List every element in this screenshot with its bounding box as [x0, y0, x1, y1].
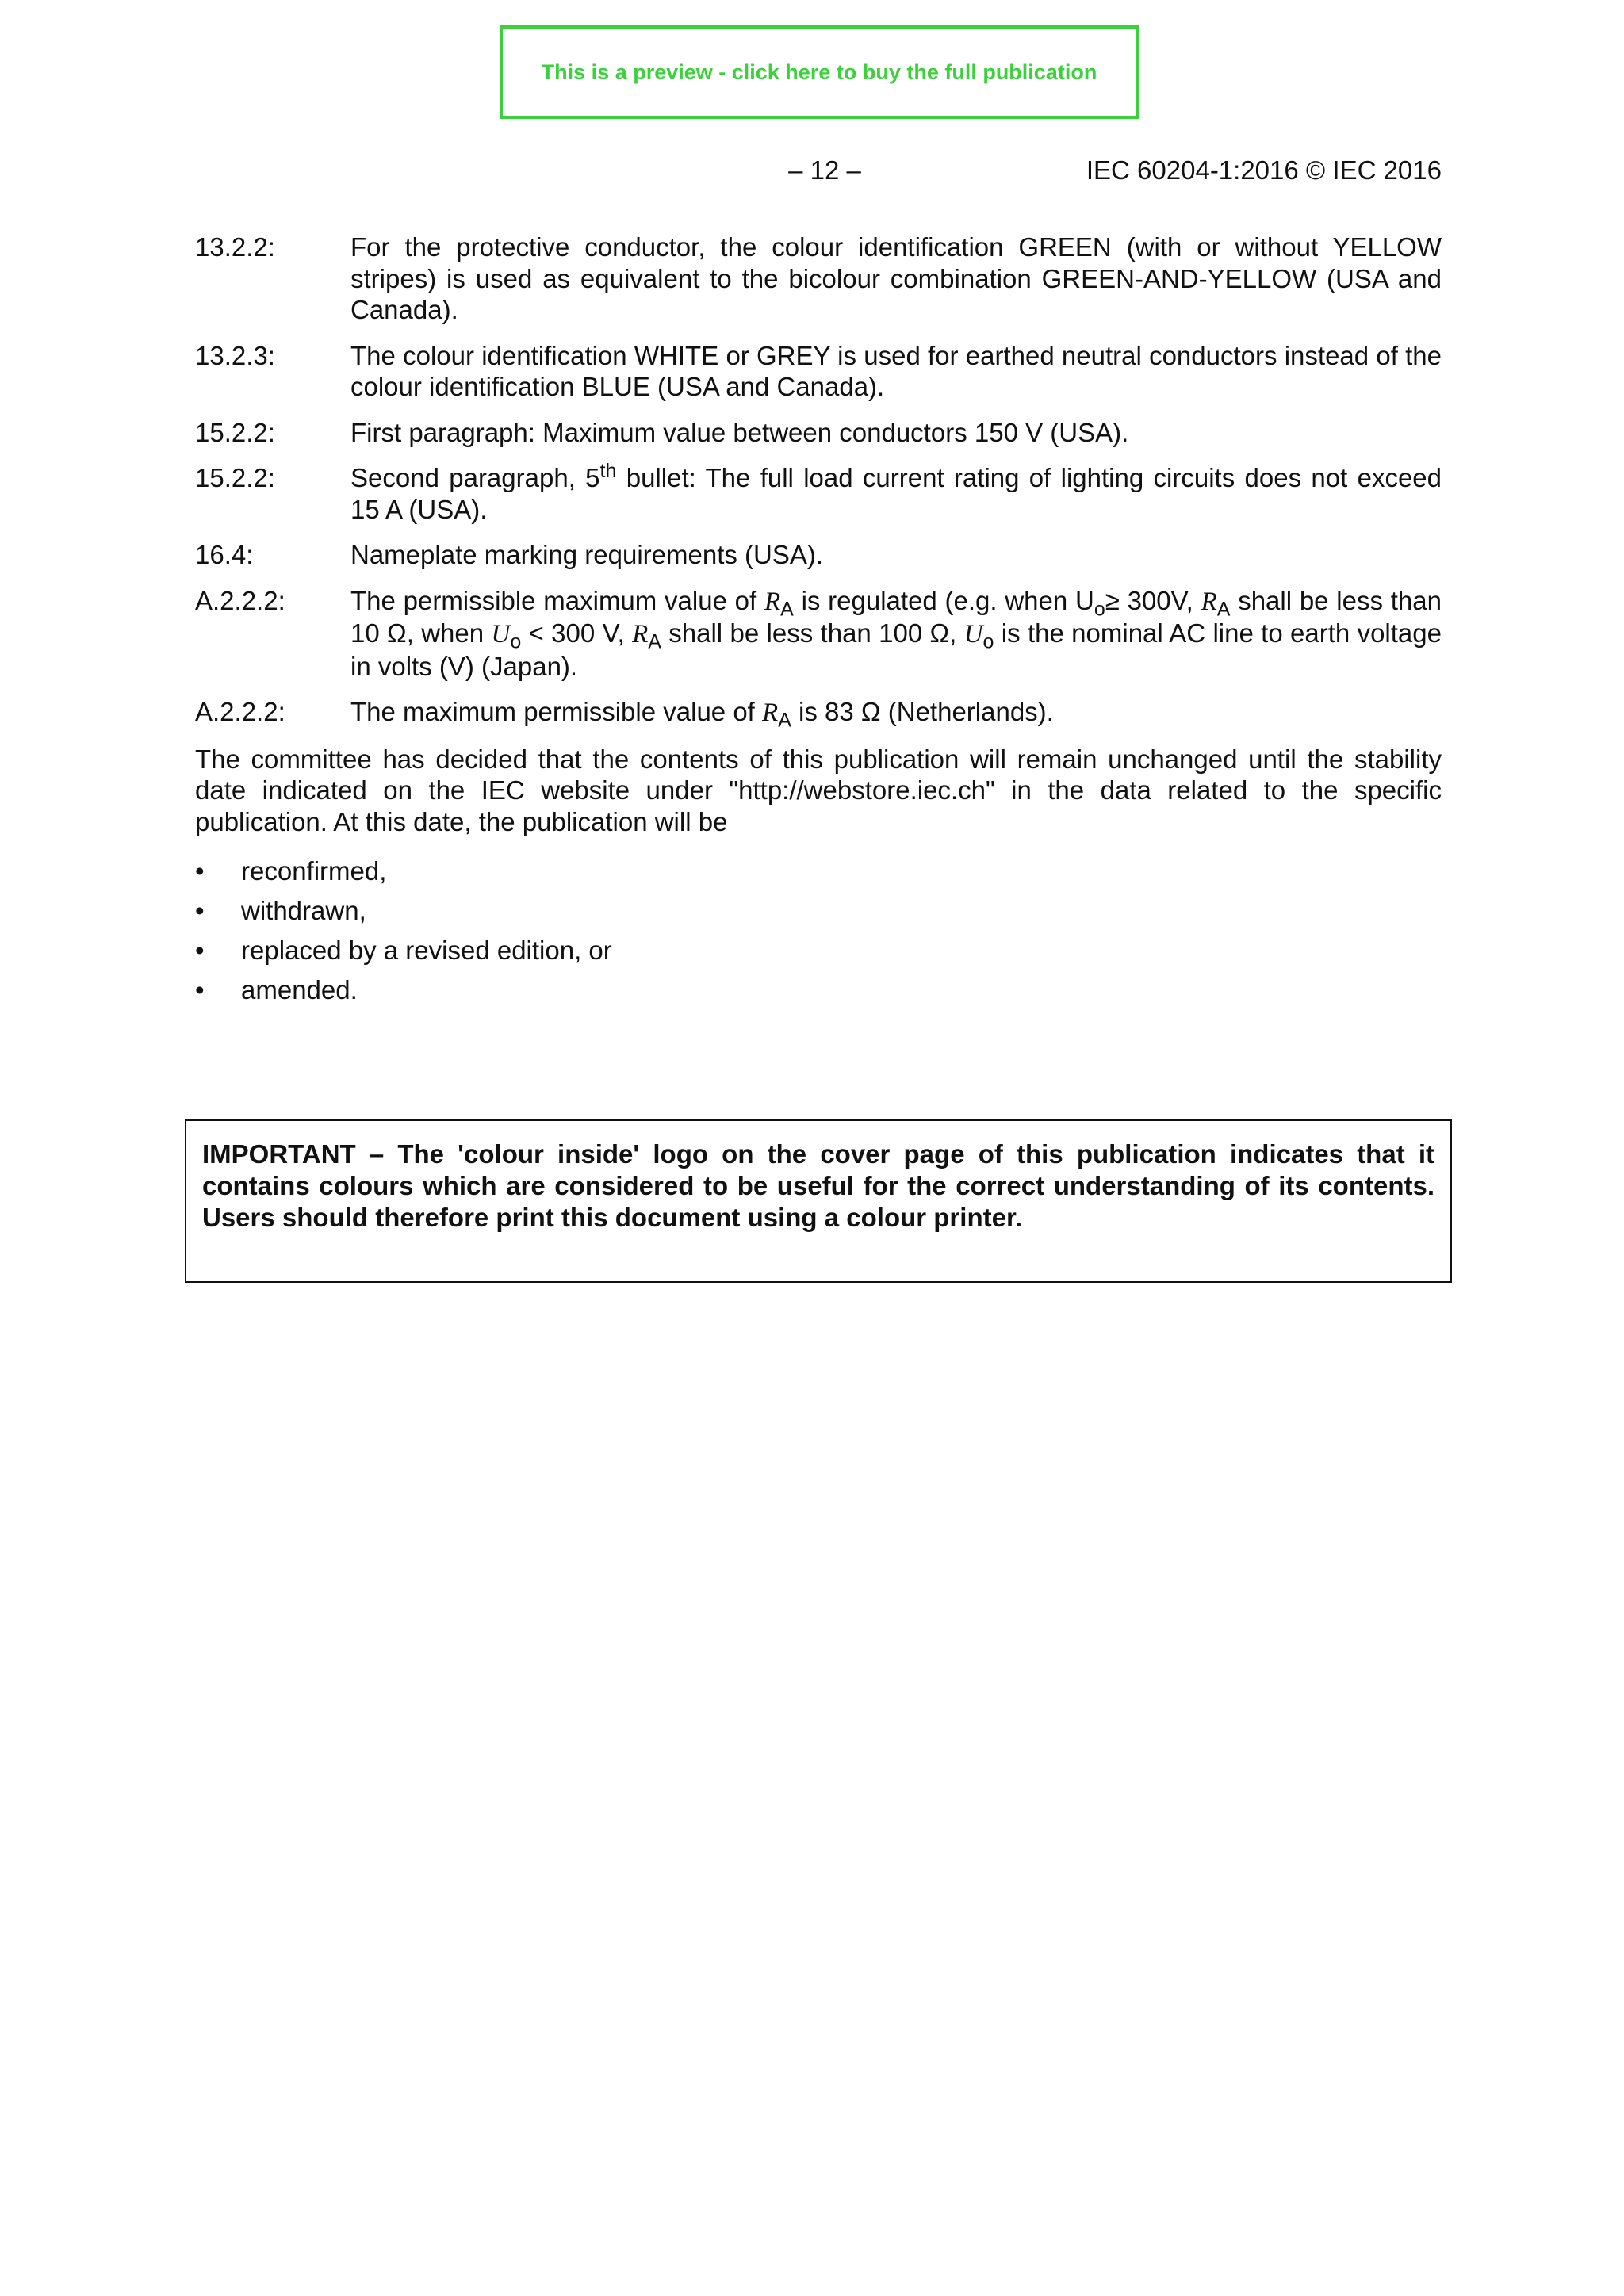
- deviation-text: Nameplate marking requirements (USA).: [350, 540, 824, 569]
- page-content: [195, 232, 1442, 1010]
- deviation-item: [195, 585, 1442, 683]
- deviation-text: For the protective conductor, the colour identification GREEN (with or without YELLOW stripes) is used as equivalent to the bicolour combination GREEN-AND-YELLOW (USA and Canada).: [350, 232, 1442, 324]
- list-item: • reconfirmed,: [195, 856, 387, 886]
- buy-full-publication-link[interactable]: [500, 25, 1139, 119]
- list-item: • replaced by a revised edition, or: [195, 936, 612, 966]
- bullet-icon: •: [195, 936, 205, 966]
- deviation-item: [195, 417, 1442, 449]
- deviation-text: Second paragraph, 5th bullet: The full load current rating of lighting circuits does not exceed 15 A (USA).: [350, 460, 1442, 524]
- stability-paragraph: The committee has decided that the contents of this publication will remain unchanged until the stability date indicated on the IEC website under "http://webstore.iec.ch" in the data related to the specific publication. At this date, the publication will be: [195, 744, 1442, 836]
- deviation-item: [195, 696, 1442, 732]
- deviation-text: The colour identification WHITE or GREY is used for earthed neutral conductors instead of the colour identification BLUE (USA and Canada).: [350, 340, 1442, 401]
- bullet-icon: •: [195, 896, 205, 926]
- deviation-item: [195, 539, 1442, 571]
- page-number: – 12 –: [788, 155, 861, 185]
- deviation-item: [195, 232, 1442, 326]
- preview-banner-label: This is a preview - click here to buy the full publication: [541, 59, 1097, 84]
- document-reference: IEC 60204-1:2016 © IEC 2016: [1086, 155, 1442, 185]
- clause-number: 13.2.2:: [195, 232, 275, 262]
- deviation-text: The permissible maximum value of $R_A$ is regulated (e.g. when $U_o\ge 300V$, $R_A$ shall be less than 10 Ω, when $U_o < 300$ V, $R_A$ shall be less than 100 Ω, $U_o$ is the nominal AC line to earth voltage in volts (V) (Japan).: [350, 585, 1442, 681]
- outcome-list: [195, 851, 1442, 1010]
- clause-number: 13.2.3:: [195, 340, 275, 370]
- clause-number: A.2.2.2:: [195, 585, 285, 615]
- deviation-text: First paragraph: Maximum value between conductors 150 V (USA).: [350, 417, 1129, 447]
- deviation-item: [195, 340, 1442, 403]
- important-notice: IMPORTANT – The 'colour inside' logo on the cover page of this publication indicates that it contains colours which are considered to be useful for the correct understanding of its contents. Users should therefore print this document using a colour printer.: [185, 1119, 1452, 1283]
- deviation-text: The maximum permissible value of $R_A$ is 83 Ω (Netherlands).: [350, 697, 1054, 732]
- clause-number: 15.2.2:: [195, 463, 275, 492]
- list-item: • withdrawn,: [195, 896, 366, 926]
- bullet-icon: •: [195, 856, 205, 886]
- deviation-item: [195, 462, 1442, 525]
- list-item: • amended.: [195, 975, 358, 1005]
- clause-number: 16.4:: [195, 540, 254, 569]
- clause-number: 15.2.2:: [195, 417, 275, 447]
- clause-number: A.2.2.2:: [195, 697, 285, 726]
- bullet-icon: •: [195, 975, 205, 1005]
